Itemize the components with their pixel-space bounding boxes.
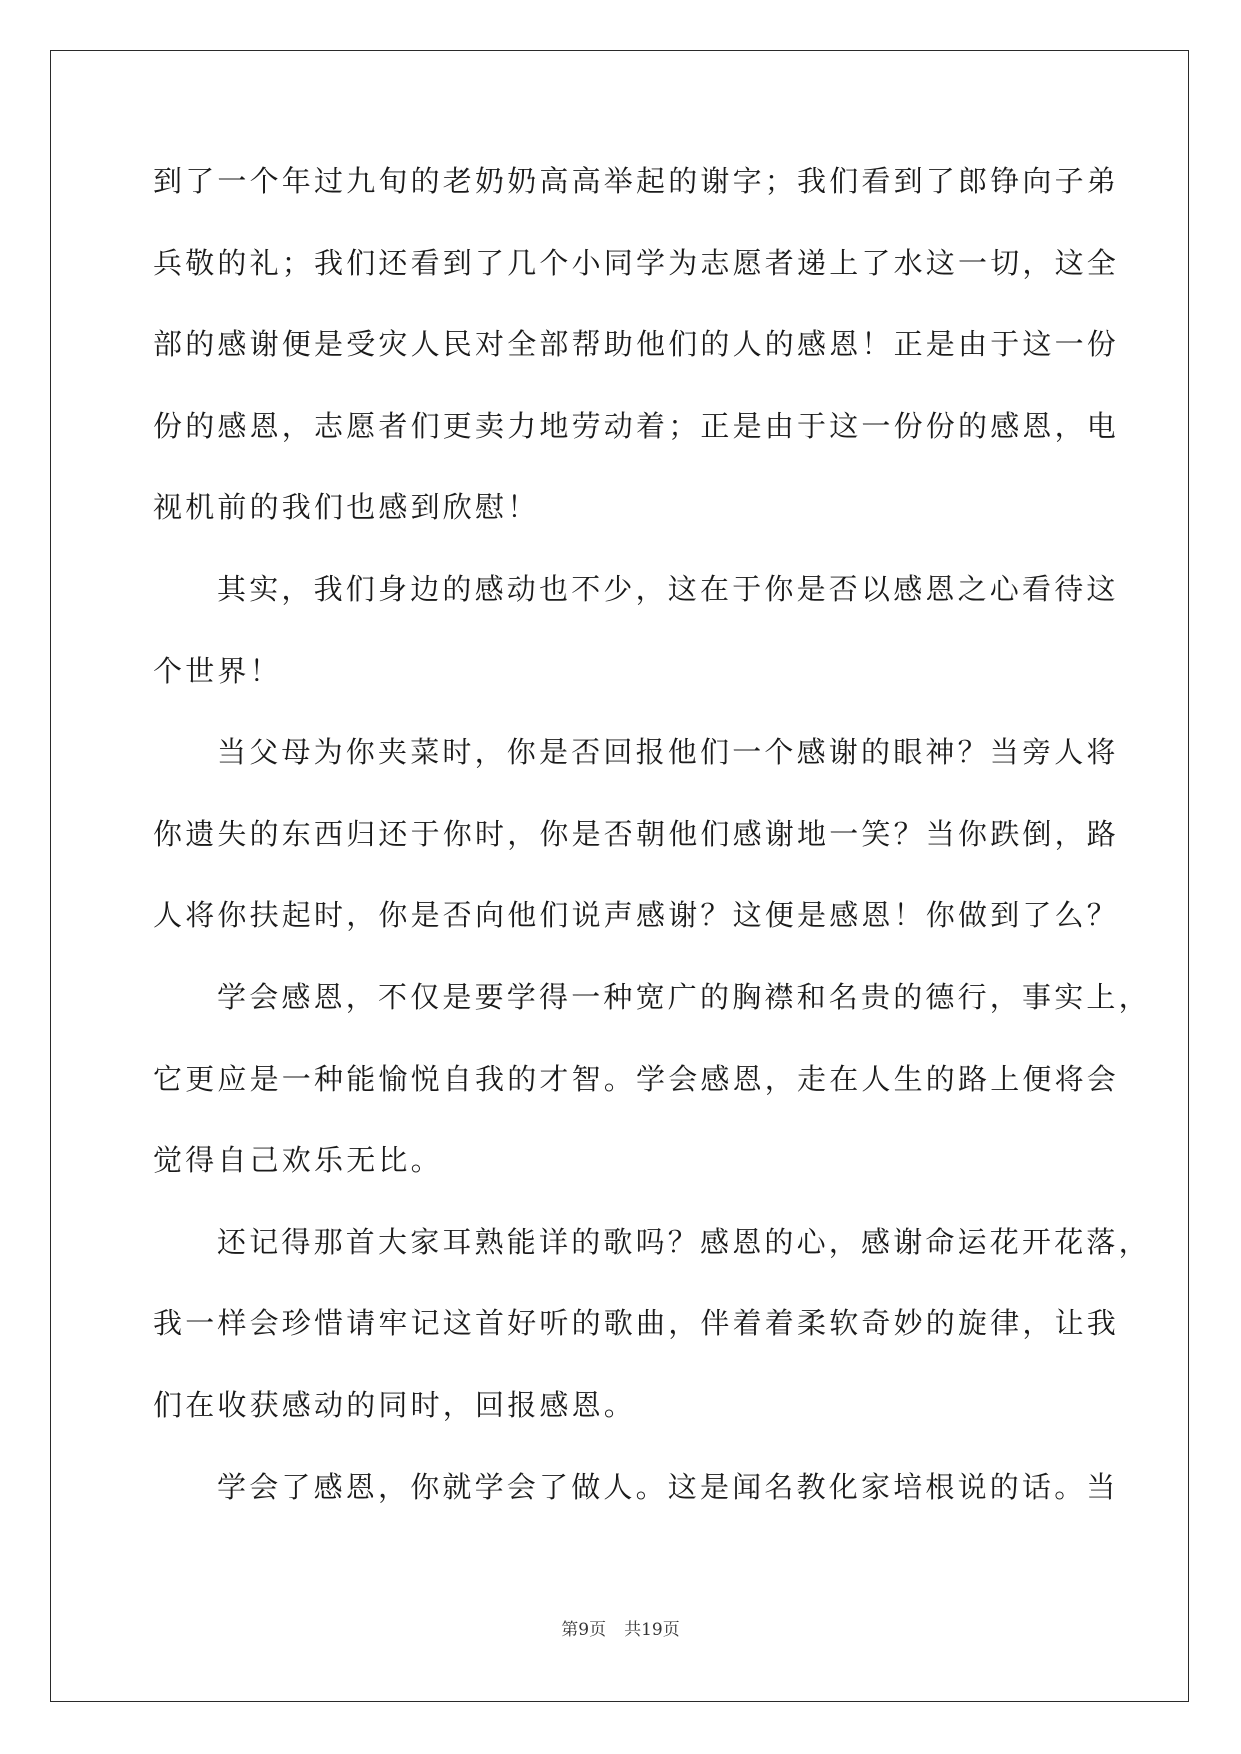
text-line: 学会感恩，不仅是要学得一种宽广的胸襟和名贵的德行，事实上，	[217, 979, 1151, 1014]
text-line: 视机前的我们也感到欣慰！	[153, 490, 540, 525]
text-line: 到了一个年过九旬的老奶奶高高举起的谢字；我们看到了郎铮向子弟	[153, 164, 1120, 198]
document-body	[153, 153, 1151, 1540]
text-line: 份的感恩，志愿者们更卖力地劳动着；正是由于这一份份的感恩，电	[153, 408, 1120, 443]
text-line: 兵敬的礼；我们还看到了几个小同学为志愿者递上了水这一切，这全	[153, 245, 1120, 280]
text-line: 部的感谢便是受灾人民对全部帮助他们的人的感恩！正是由于这一份	[153, 327, 1120, 362]
page-total: 共19页	[624, 1620, 680, 1640]
text-line: 你遗失的东西归还于你时，你是否朝他们感谢地一笑？当你跌倒，路	[153, 816, 1120, 851]
text-line: 人将你扶起时，你是否向他们说声感谢？这便是感恩！你做到了么？	[153, 898, 1120, 933]
text-line: 其实，我们身边的感动也不少，这在于你是否以感恩之心看待这	[217, 571, 1119, 606]
text-line: 当父母为你夹菜时，你是否回报他们一个感谢的眼神？当旁人将	[217, 735, 1119, 770]
page-number: 第9页	[561, 1620, 607, 1640]
text-line: 们在收获感动的同时，回报感恩。	[153, 1387, 637, 1422]
text-line: 还记得那首大家耳熟能详的歌吗？感恩的心，感谢命运花开花落，	[217, 1224, 1151, 1259]
text-line: 它更应是一种能愉悦自我的才智。学会感恩，走在人生的路上便将会	[153, 1061, 1120, 1096]
text-line: 觉得自己欢乐无比。	[153, 1143, 443, 1178]
text-line: 学会了感恩，你就学会了做人。这是闻名教化家培根说的话。当	[217, 1469, 1119, 1504]
page-footer	[0, 1615, 1241, 1640]
text-line: 个世界！	[153, 653, 282, 688]
text-line: 我一样会珍惜请牢记这首好听的歌曲，伴着着柔软奇妙的旋律，让我	[153, 1306, 1120, 1341]
